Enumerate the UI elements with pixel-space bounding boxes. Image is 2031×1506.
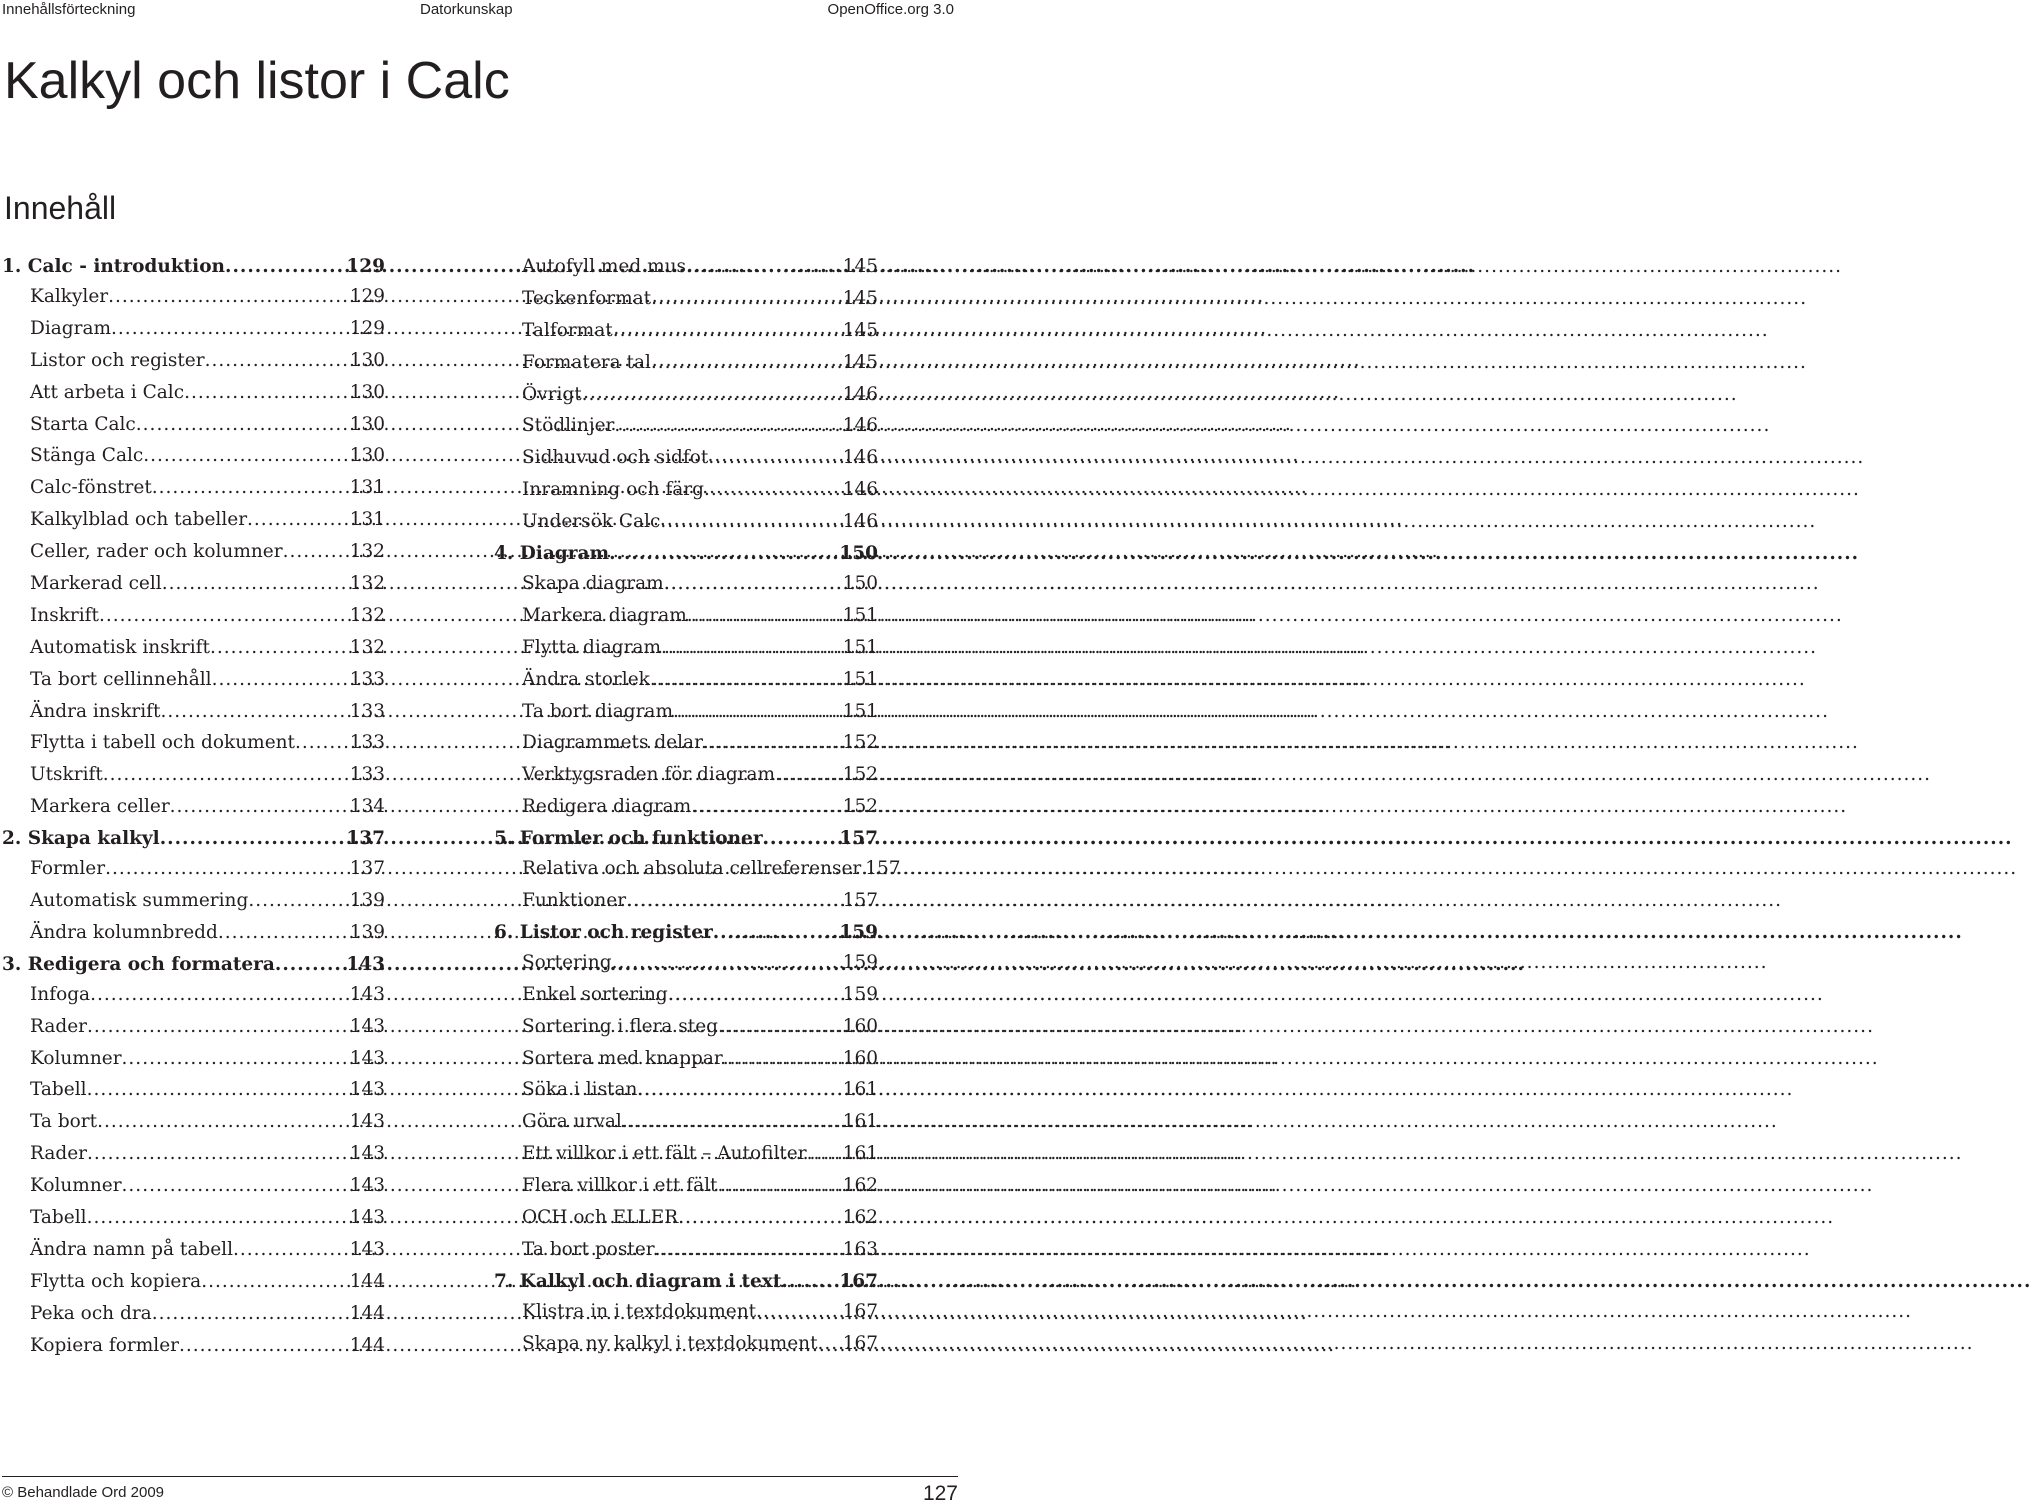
toc-entry[interactable] — [494, 1043, 878, 1075]
toc-entry-label: Enkel sortering — [522, 983, 668, 1005]
toc-entry-page: 132 — [349, 604, 385, 626]
toc-entry[interactable] — [494, 1202, 878, 1234]
toc-entry[interactable] — [494, 979, 878, 1011]
toc-entry[interactable] — [2, 1106, 385, 1138]
toc-entry[interactable] — [494, 506, 878, 538]
toc-entry[interactable] — [494, 947, 878, 979]
toc-entry-label: Ändra storlek — [522, 668, 650, 690]
toc-dot-leader — [660, 506, 842, 538]
toc-entry[interactable] — [494, 1296, 878, 1328]
toc-entry-label: Skapa ny kalkyl i textdokument — [522, 1332, 818, 1354]
toc-entry-label: Ta bort cellinnehåll — [30, 668, 212, 690]
toc-entry-page: 167 — [842, 1300, 878, 1322]
toc-entry-label: 3. Redigera och formatera — [2, 953, 275, 975]
toc-entry[interactable] — [2, 791, 385, 823]
toc-entry-page: 144 — [349, 1334, 385, 1356]
toc-entry-page: 161 — [842, 1143, 878, 1165]
toc-entry-label: Flera villkor i ett fält — [522, 1175, 718, 1197]
toc-entry-page: 151 — [842, 700, 878, 722]
toc-entry-page: 162 — [842, 1175, 878, 1197]
toc-entry-label: Rader — [30, 1015, 88, 1037]
toc-entry[interactable] — [494, 791, 878, 823]
toc-dot-leader — [225, 253, 346, 281]
toc-entry-page: 159 — [842, 983, 878, 1005]
toc-entry-page: 160 — [842, 1047, 878, 1069]
toc-dot-leader — [609, 540, 839, 568]
toc-entry[interactable] — [494, 1138, 878, 1170]
toc-entry[interactable] — [2, 1202, 385, 1234]
toc-entry-label: 1. Calc - introduktion — [2, 256, 225, 277]
toc-entry-label: Starta Calc — [30, 413, 136, 435]
toc-entry-page: 159 — [839, 921, 878, 943]
toc-entry-label: Sortera med knappar — [522, 1047, 723, 1069]
toc-chapter-entry[interactable] — [2, 825, 385, 853]
running-header-center: Datorkunskap — [420, 1, 513, 18]
toc-entry-page: 130 — [349, 381, 385, 403]
toc-dot-leader — [283, 536, 350, 568]
toc-entry[interactable] — [494, 474, 878, 506]
toc-entry[interactable] — [2, 1234, 385, 1266]
toc-entry-label: Undersök Calc — [522, 511, 661, 533]
toc-entry-page: 152 — [842, 732, 878, 754]
toc-dot-leader — [775, 759, 843, 791]
toc-dot-leader — [582, 379, 843, 411]
toc-entry[interactable] — [2, 568, 385, 600]
toc-dot-leader — [655, 1234, 843, 1266]
toc-entry[interactable] — [494, 1011, 878, 1043]
toc-entry-label: Automatisk summering — [30, 890, 249, 912]
toc-entry-page: 145 — [842, 351, 878, 373]
toc-entry[interactable] — [494, 251, 878, 283]
toc-entry[interactable] — [2, 504, 385, 536]
toc-dot-leader — [678, 1202, 843, 1234]
toc-entry-label: Funktioner — [522, 890, 627, 912]
toc-entry-label: Listor och register — [30, 349, 205, 371]
toc-dot-leader — [661, 632, 843, 664]
toc-dot-leader — [651, 347, 843, 379]
toc-dot-leader — [103, 759, 350, 791]
toc-entry-label: Klistra in i textdokument — [522, 1300, 757, 1322]
toc-entry-label: Teckenformat — [522, 287, 652, 309]
toc-entry-page: 137 — [349, 858, 385, 880]
toc-entry-page: 132 — [349, 636, 385, 658]
toc-entry[interactable] — [494, 1328, 878, 1360]
toc-entry-page: 150 — [842, 573, 878, 595]
toc-dot-leader — [756, 1296, 843, 1328]
toc-entry[interactable] — [2, 1330, 385, 1362]
toc-entry[interactable] — [494, 727, 878, 759]
toc-entry[interactable] — [494, 410, 878, 442]
toc-dot-leader — [717, 1170, 842, 1202]
toc-dot-leader — [763, 825, 840, 853]
toc-entry-label: Sortering — [522, 951, 612, 973]
toc-entry-page: 151 — [842, 636, 878, 658]
toc-entry-label: Celler, rader och kolumner — [30, 541, 283, 563]
toc-dot-leader — [248, 885, 349, 917]
toc-entry[interactable] — [2, 1043, 385, 1075]
toc-entry[interactable] — [2, 1011, 385, 1043]
toc-entry-page: 133 — [349, 764, 385, 786]
toc-entry-label: Söka i listan — [522, 1079, 638, 1101]
toc-entry-page: 160 — [842, 1015, 878, 1037]
toc-dot-leader — [105, 853, 350, 885]
toc-entry-label: Ta bort diagram — [522, 700, 673, 722]
toc-entry-page: 144 — [349, 1270, 385, 1292]
toc-chapter-entry[interactable] — [2, 253, 385, 281]
toc-dot-leader — [87, 1074, 350, 1106]
toc-entry[interactable] — [2, 885, 385, 917]
toc-entry-page: 134 — [349, 796, 385, 818]
toc-entry-page: 143 — [349, 1015, 385, 1037]
toc-entry-label: Flytta och kopiera — [30, 1270, 202, 1292]
toc-dot-leader — [650, 664, 843, 696]
toc-entry-label: 5. Formler och funktioner — [494, 828, 763, 850]
toc-entry-label: OCH och ELLER — [522, 1207, 679, 1229]
toc-dot-leader — [108, 281, 350, 313]
toc-entry-page: 129 — [346, 256, 385, 277]
toc-entry[interactable] — [2, 759, 385, 791]
toc-entry-page: 130 — [349, 413, 385, 435]
toc-entry[interactable] — [494, 759, 878, 791]
toc-entry-page: 143 — [346, 953, 385, 975]
toc-entry-label: Infoga — [30, 983, 91, 1005]
toc-dot-leader — [275, 951, 346, 979]
toc-entry[interactable] — [494, 1106, 878, 1138]
toc-entry[interactable] — [494, 283, 878, 315]
toc-entry[interactable] — [2, 409, 385, 441]
toc-entry-label: Talformat — [522, 319, 613, 341]
footer-copyright: © Behandlade Ord 2009 — [2, 1484, 165, 1501]
toc-entry[interactable] — [2, 696, 385, 728]
toc-entry-page: 130 — [349, 445, 385, 467]
toc-entry[interactable] — [494, 568, 878, 600]
toc-dot-leader — [87, 1011, 350, 1043]
toc-dot-leader — [708, 442, 842, 474]
toc-entry[interactable] — [494, 885, 878, 917]
toc-dot-leader — [160, 825, 347, 853]
toc-entry[interactable] — [2, 1074, 385, 1106]
toc-entry-label: Ändra kolumnbredd — [30, 921, 218, 943]
toc-dot-leader — [122, 1043, 350, 1075]
toc-entry-label: Relativa och absoluta cellreferenser — [522, 858, 862, 880]
toc-dot-leader — [807, 1138, 843, 1170]
toc-dot-leader — [136, 409, 350, 441]
toc-entry[interactable] — [2, 345, 385, 377]
toc-entry-page: 151 — [842, 604, 878, 626]
toc-chapter-entry[interactable] — [494, 540, 878, 568]
toc-entry-label: Utskrift — [30, 764, 103, 786]
toc-chapter-entry[interactable] — [494, 1268, 878, 1296]
toc-entry-page: 150 — [839, 543, 878, 565]
toc-entry-label: Ta bort poster — [522, 1238, 655, 1260]
toc-entry-label: Formatera tal — [522, 351, 651, 373]
toc-chapter-entry[interactable] — [494, 919, 878, 947]
toc-entry-page: 137 — [346, 828, 385, 850]
toc-dot-leader — [184, 377, 350, 409]
toc-entry[interactable] — [494, 315, 878, 347]
toc-dot-leader — [691, 791, 842, 823]
toc-entry-label: Calc-fönstret — [30, 477, 152, 499]
toc-entry-page: 157 — [842, 890, 878, 912]
toc-entry-label: Kopiera formler — [30, 1334, 180, 1356]
toc-entry-page: 130 — [349, 349, 385, 371]
toc-entry[interactable] — [2, 632, 385, 664]
toc-entry[interactable] — [2, 600, 385, 632]
page-title: Kalkyl och listor i Calc — [4, 52, 510, 110]
toc-entry-page: 145 — [842, 256, 878, 277]
toc-entry[interactable] — [494, 1074, 878, 1106]
toc-column-left — [2, 251, 385, 1362]
toc-entry-label: Rader — [30, 1143, 88, 1165]
toc-entry-page: 146 — [842, 415, 878, 437]
toc-entry-page: 133 — [349, 700, 385, 722]
toc-dot-leader — [703, 727, 843, 759]
toc-entry-page: 143 — [349, 1079, 385, 1101]
toc-entry-page: 146 — [842, 447, 878, 469]
toc-entry-page: 143 — [349, 1111, 385, 1133]
toc-entry[interactable] — [2, 664, 385, 696]
running-header-left: Innehållsförteckning — [2, 1, 136, 18]
toc-entry-label: Markerad cell — [30, 573, 162, 595]
toc-entry[interactable] — [494, 632, 878, 664]
toc-entry-label: Formler — [30, 858, 106, 880]
toc-entry-page: 131 — [349, 477, 385, 499]
toc-entry[interactable] — [494, 347, 878, 379]
footer-page-number: 127 — [922, 1482, 958, 1505]
toc-entry-label: Ta bort — [30, 1111, 98, 1133]
toc-dot-leader — [687, 600, 843, 632]
toc-entry-label: Övrigt — [522, 383, 582, 405]
toc-entry-page: 161 — [842, 1079, 878, 1101]
toc-entry-page: 143 — [349, 983, 385, 1005]
toc-entry-label: Tabell — [30, 1079, 87, 1101]
toc-entry-page: 146 — [842, 383, 878, 405]
toc-entry[interactable] — [494, 379, 878, 411]
toc-entry-page: 143 — [349, 1047, 385, 1069]
toc-dot-leader — [201, 1266, 349, 1298]
toc-entry[interactable] — [2, 727, 385, 759]
toc-entry-page: 131 — [349, 509, 385, 531]
toc-entry[interactable] — [2, 1298, 385, 1330]
toc-entry-page: 129 — [349, 317, 385, 339]
toc-entry-page: 139 — [349, 921, 385, 943]
toc-dot-leader — [295, 727, 350, 759]
toc-entry[interactable] — [494, 696, 878, 728]
toc-entry[interactable] — [494, 600, 878, 632]
toc-entry[interactable] — [494, 853, 901, 885]
toc-dot-leader — [99, 600, 350, 632]
toc-entry-label: Inskrift — [30, 604, 99, 626]
toc-entry-label: Ändra namn på tabell — [30, 1238, 233, 1260]
toc-entry[interactable] — [494, 664, 878, 696]
toc-dot-leader — [247, 504, 350, 536]
toc-entry[interactable] — [494, 442, 878, 474]
toc-entry[interactable] — [2, 1138, 385, 1170]
toc-entry[interactable] — [494, 1170, 878, 1202]
toc-entry-page: 139 — [349, 890, 385, 912]
toc-entry-page: 143 — [349, 1207, 385, 1229]
toc-dot-leader — [818, 1328, 843, 1360]
toc-entry-label: Göra urval — [522, 1111, 622, 1133]
toc-dot-leader — [97, 1106, 350, 1138]
toc-entry-label: Diagram — [30, 317, 112, 339]
toc-entry[interactable] — [2, 472, 385, 504]
toc-entry-label: 7. Kalkyl och diagram i text — [494, 1270, 782, 1292]
toc-dot-leader — [664, 568, 843, 600]
toc-entry[interactable] — [2, 979, 385, 1011]
toc-dot-leader — [90, 979, 350, 1011]
toc-entry[interactable] — [2, 853, 385, 885]
toc-dot-leader — [651, 283, 843, 315]
toc-entry[interactable] — [2, 313, 385, 345]
toc-dot-leader — [87, 1202, 350, 1234]
toc-entry-label: Inramning och färg — [522, 479, 704, 501]
toc-entry-page: 129 — [349, 286, 385, 307]
toc-entry-page: 146 — [842, 511, 878, 533]
footer-divider — [2, 1476, 958, 1477]
toc-entry-page: 144 — [349, 1302, 385, 1324]
running-header-right: OpenOffice.org 3.0 — [827, 1, 954, 18]
toc-entry-label: Sidhuvud och sidfot — [522, 447, 709, 469]
toc-entry-label: Kalkyler — [30, 286, 109, 307]
toc-dot-leader — [143, 440, 349, 472]
toc-entry-page: 133 — [349, 732, 385, 754]
toc-dot-leader — [122, 1170, 350, 1202]
toc-dot-leader — [637, 1074, 842, 1106]
toc-entry-page: 159 — [842, 951, 878, 973]
toc-entry-label: Redigera diagram — [522, 796, 692, 818]
toc-entry-page: 132 — [349, 541, 385, 563]
toc-dot-leader — [626, 885, 843, 917]
toc-dot-leader — [668, 979, 843, 1011]
toc-entry-page: 145 — [842, 319, 878, 341]
toc-dot-leader — [673, 696, 843, 728]
toc-entry-page: 143 — [349, 1143, 385, 1165]
toc-entry-label: Kalkylblad och tabeller — [30, 509, 248, 531]
toc-heading: Innehåll — [4, 190, 117, 226]
toc-entry-page: 161 — [842, 1111, 878, 1133]
toc-dot-leader — [111, 313, 350, 345]
toc-entry-label: Stödlinjer — [522, 415, 615, 437]
toc-entry-label: 6. Listor och register — [494, 921, 713, 943]
toc-entry-label: Ett villkor i ett fält – Autofilter — [522, 1143, 807, 1165]
toc-dot-leader — [160, 696, 349, 728]
toc-chapter-entry[interactable] — [2, 951, 385, 979]
toc-entry-label: Markera diagram — [522, 604, 687, 626]
toc-entry-label: Autofyll med mus — [522, 256, 687, 277]
toc-dot-leader — [87, 1138, 350, 1170]
toc-dot-leader — [622, 1106, 843, 1138]
toc-entry-page: 162 — [842, 1207, 878, 1229]
toc-entry-label: Tabell — [30, 1207, 87, 1229]
toc-dot-leader — [781, 1268, 839, 1296]
toc-entry-page: 133 — [349, 668, 385, 690]
toc-entry[interactable] — [2, 1170, 385, 1202]
toc-entry-page: 146 — [842, 479, 878, 501]
toc-dot-leader — [686, 251, 843, 283]
toc-entry-page: 163 — [842, 1238, 878, 1260]
toc-dot-leader — [723, 1043, 843, 1075]
toc-entry-label: Flytta i tabell och dokument — [30, 732, 295, 754]
toc-entry[interactable] — [2, 536, 385, 568]
toc-dot-leader — [613, 315, 843, 347]
toc-dot-leader — [205, 345, 350, 377]
toc-entry-page: 145 — [842, 287, 878, 309]
toc-dot-leader — [713, 919, 840, 947]
toc-entry-label: Diagrammets delar — [522, 732, 703, 754]
toc-entry-label: Automatisk inskrift — [30, 636, 210, 658]
toc-entry-label: Att arbeta i Calc — [30, 381, 185, 403]
toc-dot-leader — [233, 1234, 350, 1266]
toc-entry-page: 143 — [349, 1238, 385, 1260]
toc-dot-leader — [612, 947, 843, 979]
toc-entry-page: 167 — [839, 1270, 878, 1292]
toc-entry[interactable] — [2, 917, 385, 949]
toc-entry-label: Flytta diagram — [522, 636, 662, 658]
toc-entry-label: Skapa diagram — [522, 573, 664, 595]
toc-dot-leader — [179, 1330, 350, 1362]
toc-dot-leader — [152, 472, 350, 504]
toc-entry[interactable] — [494, 1234, 878, 1266]
toc-dot-leader — [162, 568, 350, 600]
toc-entry-page: 152 — [842, 764, 878, 786]
toc-entry-label: Sortering i flera steg — [522, 1015, 718, 1037]
toc-entry-label: Verktygsraden för diagram — [522, 764, 776, 786]
toc-dot-leader — [218, 917, 350, 949]
toc-entry-page: 152 — [842, 796, 878, 818]
toc-dot-leader — [614, 410, 842, 442]
toc-dot-leader — [170, 791, 350, 823]
toc-entry[interactable] — [2, 1266, 385, 1298]
toc-entry-label: Kolumner — [30, 1175, 122, 1197]
toc-entry-label: Ändra inskrift — [30, 700, 161, 722]
toc-column-right — [494, 251, 901, 1360]
toc-dot-leader — [718, 1011, 843, 1043]
toc-entry-page: 167 — [842, 1332, 878, 1354]
toc-entry[interactable] — [2, 440, 385, 472]
toc-entry-page: 143 — [349, 1175, 385, 1197]
toc-entry-label: Kolumner — [30, 1047, 122, 1069]
toc-entry[interactable] — [2, 377, 385, 409]
toc-entry-label: Markera celler — [30, 796, 170, 818]
toc-dot-leader — [152, 1298, 350, 1330]
toc-entry[interactable] — [2, 281, 385, 313]
toc-entry-label: Stänga Calc — [30, 445, 144, 467]
toc-entry-page: 157 — [839, 828, 878, 850]
toc-dot-leader — [704, 474, 843, 506]
toc-entry-page: 132 — [349, 573, 385, 595]
toc-dot-leader — [210, 632, 350, 664]
toc-dot-leader — [212, 664, 350, 696]
toc-entry-page: 157 — [865, 858, 901, 880]
toc-entry-label: 2. Skapa kalkyl — [2, 828, 160, 850]
toc-chapter-entry[interactable] — [494, 825, 878, 853]
toc-entry-label: Peka och dra — [30, 1302, 152, 1324]
toc-entry-page: 151 — [842, 668, 878, 690]
toc-entry-label: 4. Diagram — [494, 543, 610, 565]
